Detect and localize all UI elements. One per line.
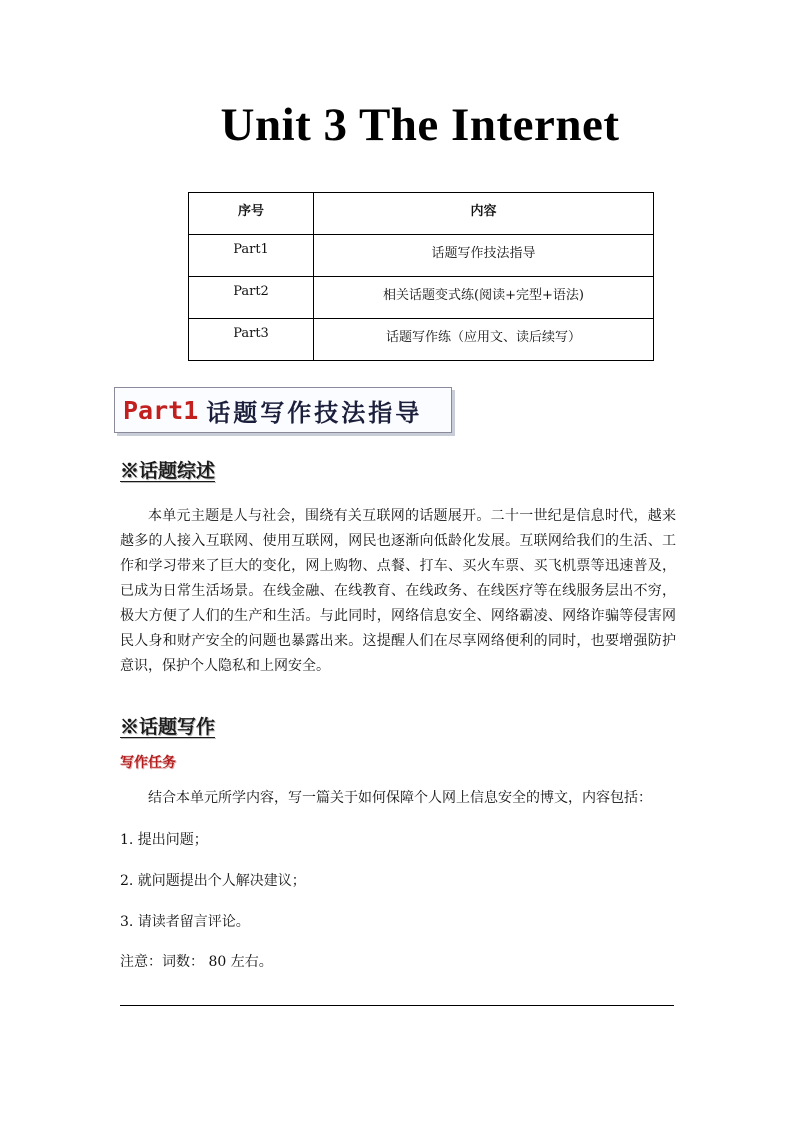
table-cell: Part2 [189, 277, 314, 319]
banner-part-label: Part1 [123, 395, 199, 425]
task-item-1: 1. 提出问题； [120, 832, 208, 848]
word-count-note: 注意：词数： 80 左右。 [120, 954, 273, 970]
task-item-2: 2. 就问题提出个人解决建议； [120, 873, 306, 889]
page-title: Unit 3 The Internet [220, 99, 620, 151]
table-row [189, 235, 654, 277]
task-item-3: 3. 请读者留言评论。 [120, 914, 250, 930]
table-row [189, 277, 654, 319]
table-cell: 相关话题变式练(阅读+完型+语法) [314, 277, 654, 319]
writing-task-label: 写作任务 [120, 755, 176, 771]
answer-line [120, 1005, 674, 1006]
banner-title: 话题写作技法指导 [206, 397, 423, 427]
section-heading-writing: ※话题写作 [120, 716, 216, 738]
part1-banner [114, 387, 452, 433]
table-header-row [189, 193, 654, 235]
table-cell: 话题写作技法指导 [314, 235, 654, 277]
table-cell: Part3 [189, 319, 314, 361]
task-intro: 结合本单元所学内容，写一篇关于如何保障个人网上信息安全的博文，内容包括： [148, 790, 652, 806]
contents-table [188, 192, 654, 361]
table-cell: Part1 [189, 235, 314, 277]
table-row [189, 319, 654, 361]
table-header-cell: 内容 [314, 193, 654, 235]
section-heading-overview: ※话题综述 [120, 460, 216, 482]
table-cell: 话题写作练（应用文、读后续写） [314, 319, 654, 361]
table-header-cell: 序号 [189, 193, 314, 235]
overview-paragraph: 本单元主题是人与社会，围绕有关互联网的话题展开。二十一世纪是信息时代，越来越多的人接入互联网、使用互联网，网民也逐渐向低龄化发展。互联网给我们的生活、工作和学习带来了巨大的变化，网上购物、点餐、打车、买火车票、买飞机票等迅速普及，已成为日常生活场景。在线金融、在线教育、在线政务、在线医疗等在线服务层出不穷，极大方便了人们的生产和生活。与此同时，网络信息安全、网络霸凌、网络诈骗等侵害网民人身和财产安全的问题也暴露出来。这提醒人们在尽享网络便利的同时，也要增强防护意识，保护个人隐私和上网安全。 [120, 508, 676, 674]
